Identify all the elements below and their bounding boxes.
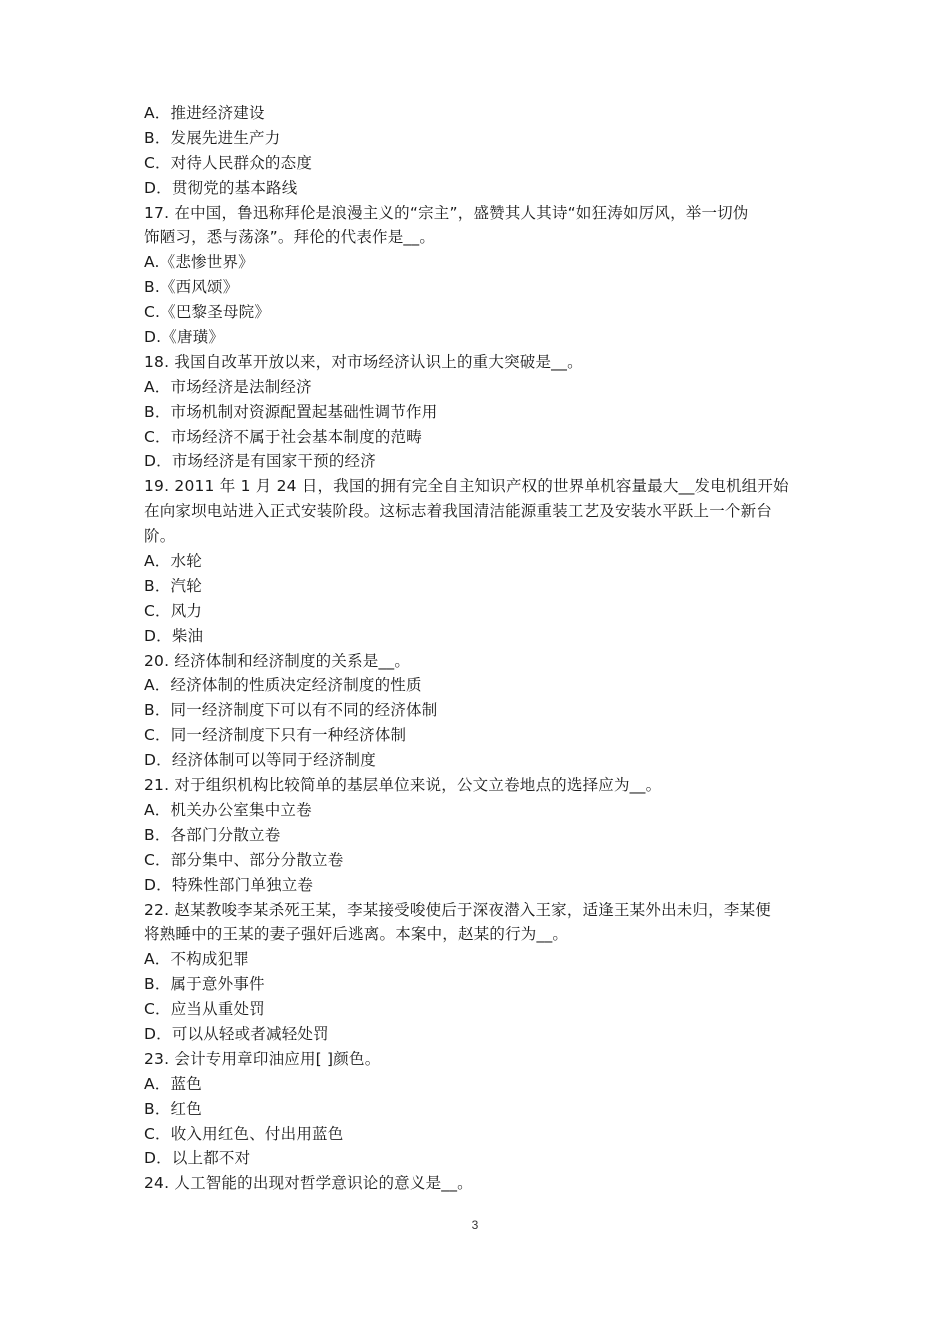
text-line: D．柴油: [144, 626, 204, 645]
text-line: 18. 我国自改革开放以来，对市场经济认识上的重大突破是__。: [144, 352, 583, 371]
text-line: A．蓝色: [144, 1074, 202, 1093]
text-line: 21. 对于组织机构比较简单的基层单位来说，公文立卷地点的选择应为__。: [144, 776, 662, 795]
text-line: D．贯彻党的基本路线: [144, 178, 298, 197]
text-line: D．可以从轻或者减轻处罚: [144, 1024, 329, 1043]
text-line: C．市场经济不属于社会基本制度的范畴: [144, 427, 422, 446]
page-number: 3: [471, 1218, 479, 1232]
text-line: B．各部门分散立卷: [144, 825, 281, 844]
text-line: D．以上都不对: [144, 1149, 251, 1168]
text-line: C．部分集中、部分分散立卷: [144, 850, 344, 869]
text-line: B．属于意外事件: [144, 975, 265, 994]
text-line: 20. 经济体制和经济制度的关系是__。: [144, 651, 411, 670]
text-line: D．经济体制可以等同于经济制度: [144, 751, 376, 770]
text-line: B．市场机制对资源配置起基础性调节作用: [144, 402, 438, 421]
text-line: B．红色: [144, 1099, 202, 1118]
text-line: C．应当从重处罚: [144, 1000, 265, 1019]
text-line: B．汽轮: [144, 576, 202, 595]
text-line: 24. 人工智能的出现对哲学意识论的意义是__。: [144, 1174, 473, 1193]
text-line: A．机关办公室集中立卷: [144, 800, 312, 819]
text-line: C．风力: [144, 601, 203, 620]
text-line: A.《悲惨世界》: [144, 253, 254, 272]
text-line: 22. 赵某教唆李某杀死王某，李某接受唆使后于深夜潜入王家，适逢王某外出未归，李某便: [144, 900, 771, 919]
text-line: 阶。: [144, 527, 176, 546]
text-line: A．不构成犯罪: [144, 950, 250, 969]
text-line: 23. 会计专用章印油应用[ ]颜色。: [144, 1049, 381, 1068]
text-line: C．收入用红色、付出用蓝色: [144, 1124, 344, 1143]
text-line: 在向家坝电站进入正式安装阶段。这标志着我国清洁能源重装工艺及安装水平跃上一个新台: [144, 502, 773, 521]
text-line: 饰陋习，悉与荡涤”。拜伦的代表作是__。: [144, 228, 436, 247]
text-line: B．发展先进生产力: [144, 128, 281, 147]
text-line: C．对待人民群众的态度: [144, 153, 313, 172]
text-line: A．市场经济是法制经济: [144, 377, 312, 396]
text-line: C．同一经济制度下只有一种经济体制: [144, 726, 407, 745]
document-body: [144, 101, 824, 1196]
text-line: 19. 2011 年 1 月 24 日，我国的拥有完全自主知识产权的世界单机容量最大__发电机组开始: [144, 477, 789, 496]
text-line: 将熟睡中的王某的妻子强奸后逃离。本案中，赵某的行为__。: [144, 925, 569, 944]
text-line: B.《西风颂》: [144, 278, 239, 297]
text-line: D．市场经济是有国家干预的经济: [144, 452, 376, 471]
text-line: A．推进经济建设: [144, 104, 265, 122]
text-line: B．同一经济制度下可以有不同的经济体制: [144, 701, 438, 720]
text-line: D.《唐璜》: [144, 328, 225, 347]
text-line: 17. 在中国，鲁迅称拜伦是浪漫主义的“宗主”，盛赞其人其诗“如狂涛如厉风，举一切伪: [144, 203, 749, 222]
text-line: A．经济体制的性质决定经济制度的性质: [144, 676, 422, 695]
text-line: C.《巴黎圣母院》: [144, 303, 271, 322]
text-line: A．水轮: [144, 552, 202, 571]
text-line: D．特殊性部门单独立卷: [144, 875, 314, 894]
